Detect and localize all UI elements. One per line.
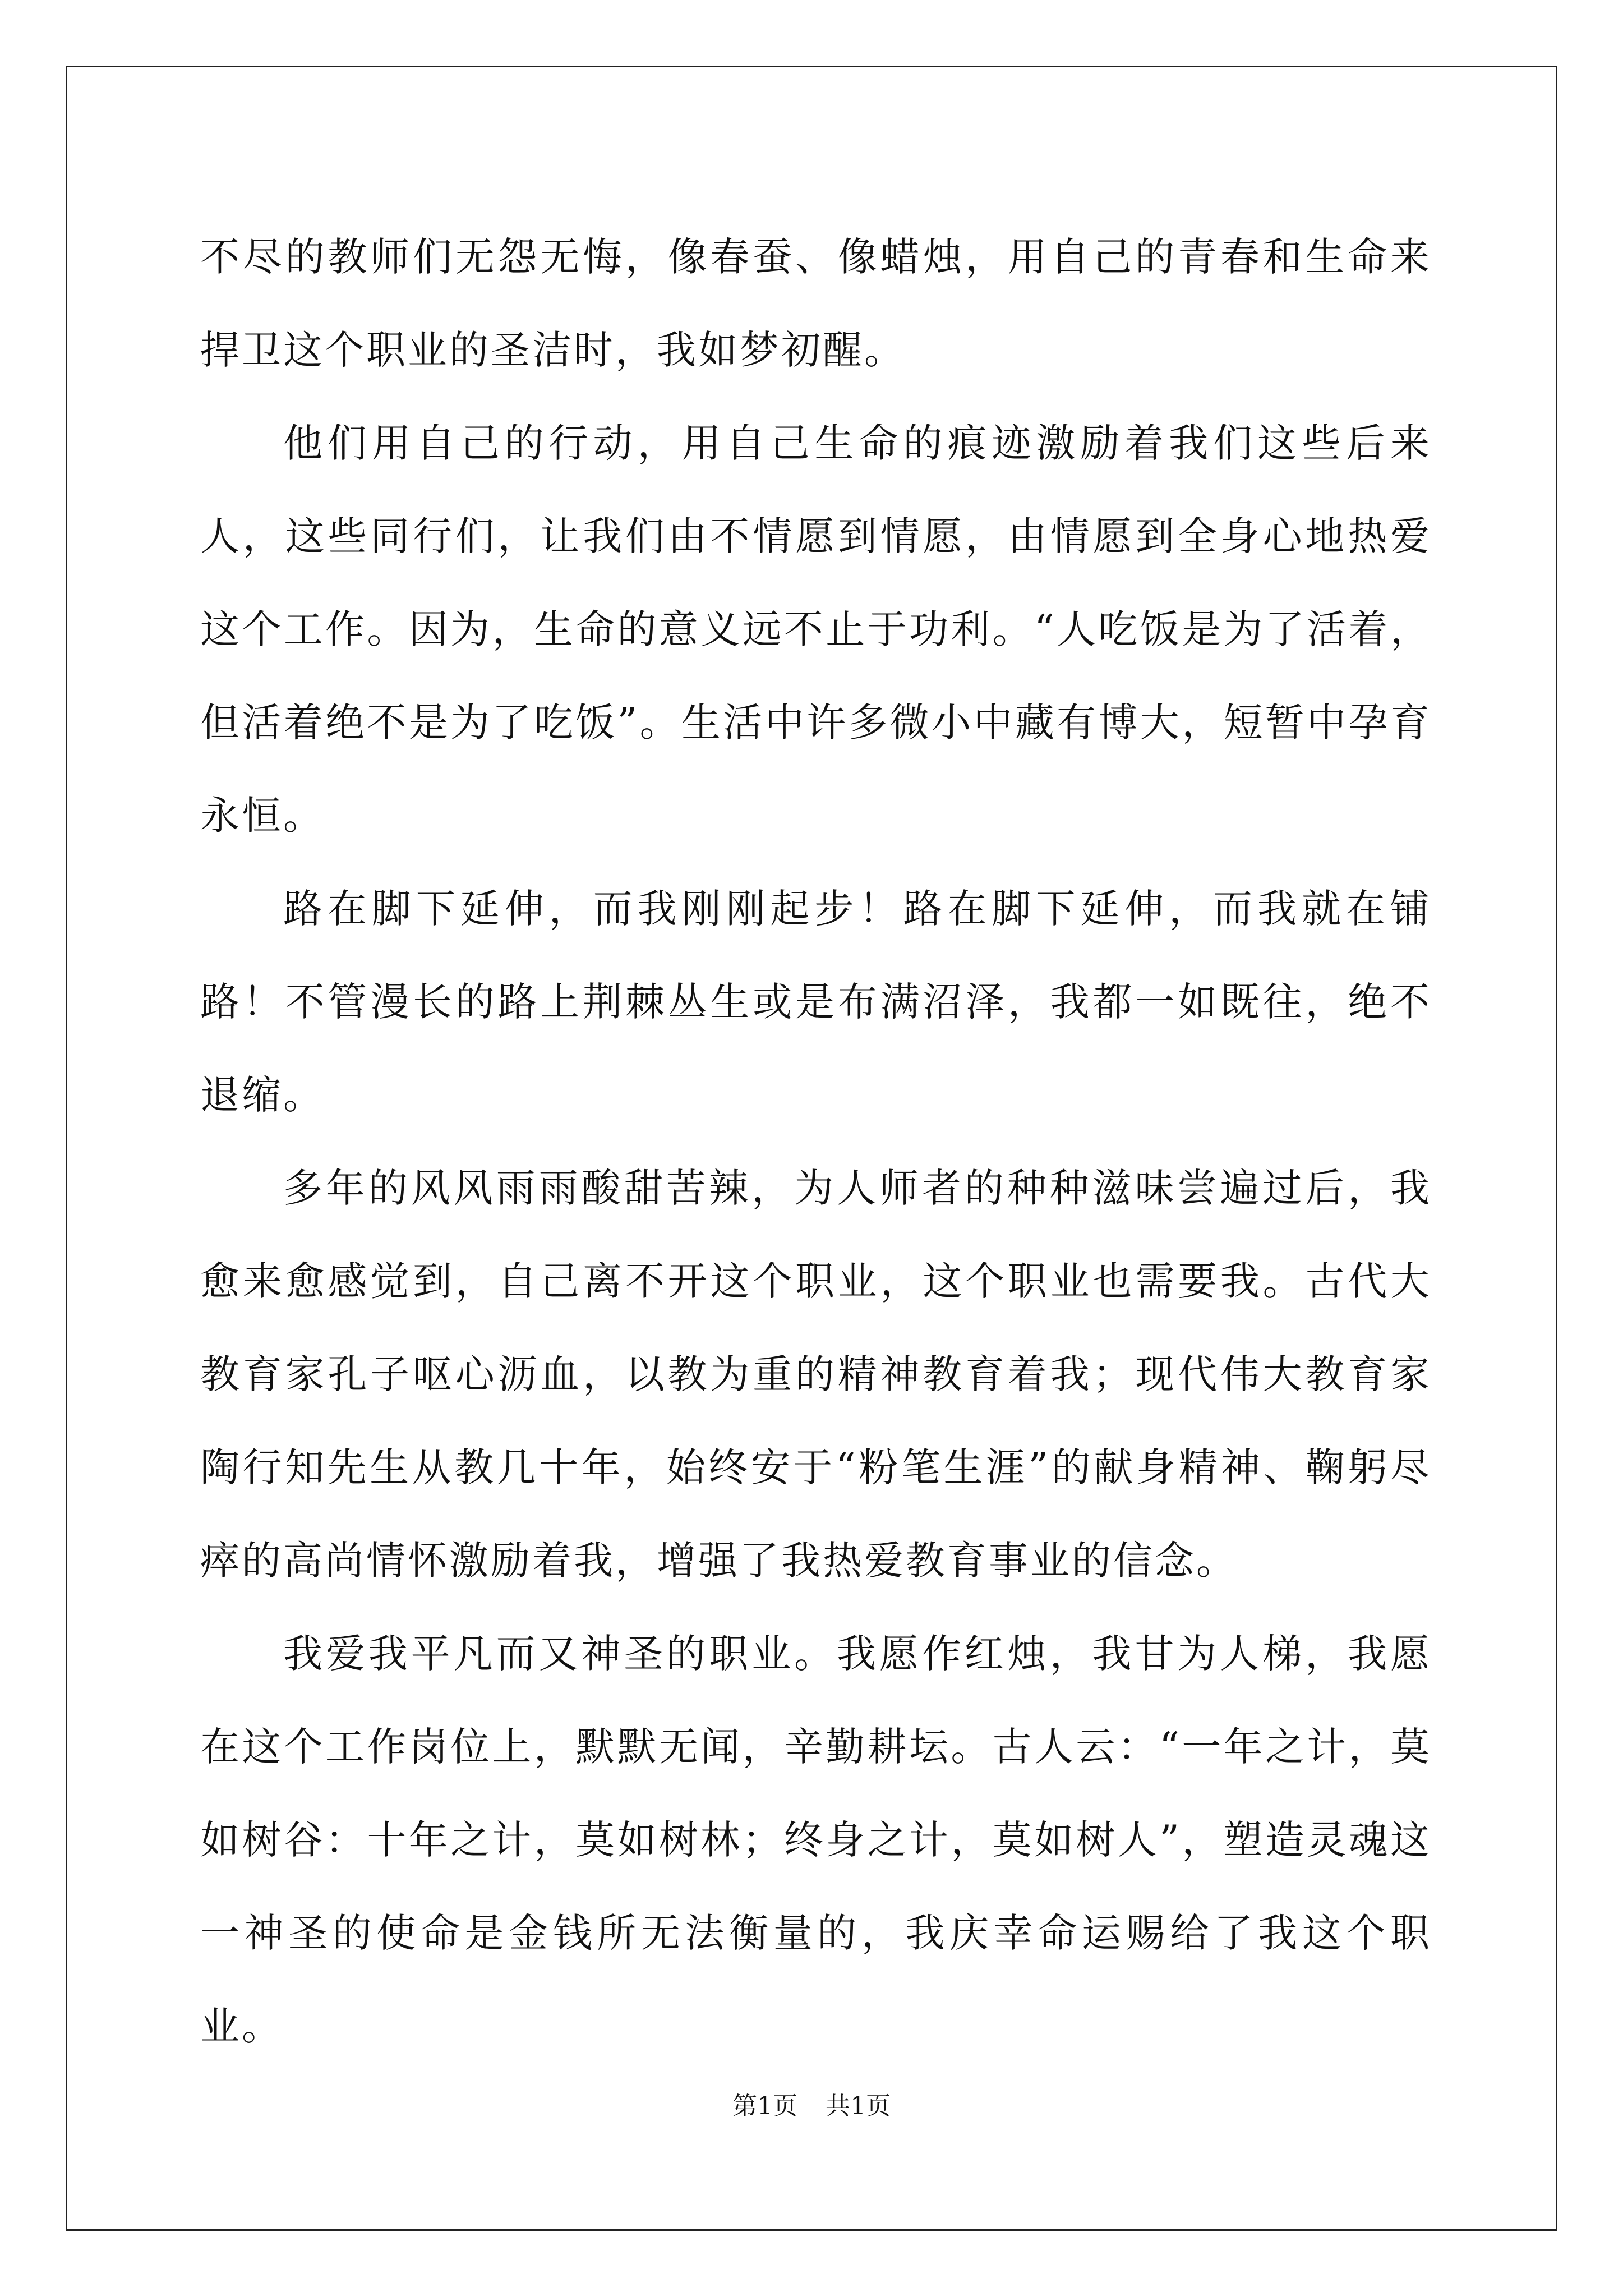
paragraph: 他们用自己的行动，用自己生命的痕迹激励着我们这些后来人，这些同行们，让我们由不情愿到情愿，由情愿到全身心地热爱这个工作。因为，生命的意义远不止于功利。“人吃饭是为了活着，但活着绝不是为了吃饭”。生活中许多微小中藏有博大，短暂中孕育永恒。 bbox=[200, 420, 1432, 839]
page-total: 共1页 bbox=[826, 2092, 891, 2120]
paragraph: 我爱我平凡而又神圣的职业。我愿作红烛，我甘为人梯，我愿在这个工作岗位上，默默无闻，辛勤耕坛。古人云：“一年之计，莫如树谷：十年之计，莫如树林；终身之计，莫如树人”，塑造灵魂这一神圣的使命是金钱所无法衡量的，我庆幸命运赐给了我这个职业。 bbox=[200, 1631, 1432, 2049]
paragraph: 多年的风风雨雨酸甜苦辣，为人师者的种种滋味尝遍过后，我愈来愈感觉到，自己离不开这个职业，这个职业也需要我。古代大教育家孔子呕心沥血，以教为重的精神教育着我；现代伟大教育家陶行知先生从教几十年，始终安于“粉笔生涯”的献身精神、鞠躬尽瘁的高尚情怀激励着我，增强了我热爱教育事业的信念。 bbox=[200, 1165, 1432, 1584]
paragraph: 路在脚下延伸，而我刚刚起步！路在脚下延伸，而我就在铺路！不管漫长的路上荆棘丛生或是布满沼泽，我都一如既往，绝不退缩。 bbox=[200, 886, 1432, 1118]
paragraph-continuation: 不尽的教师们无怨无悔，像春蚕、像蜡烛，用自己的青春和生命来捍卫这个职业的圣洁时，我如梦初醒。 bbox=[200, 234, 1432, 373]
page-number: 第1页 bbox=[732, 2092, 797, 2120]
page-footer bbox=[0, 2090, 1623, 2123]
document-body bbox=[200, 210, 1432, 2073]
